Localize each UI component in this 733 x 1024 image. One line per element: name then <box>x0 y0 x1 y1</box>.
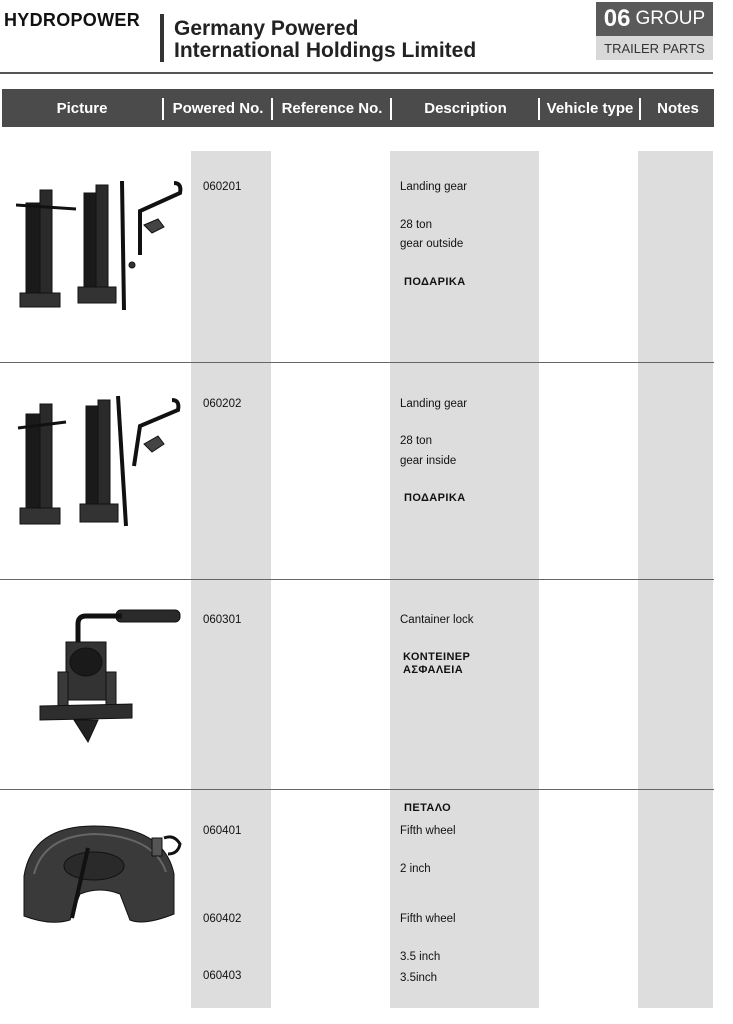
powered-no: 060403 <box>203 970 242 982</box>
powered-no: 060202 <box>203 398 242 410</box>
column-separator <box>271 98 273 120</box>
description-line: 3.5inch <box>400 972 438 984</box>
container-lock-image <box>36 602 186 747</box>
powered-no: 060201 <box>203 181 242 193</box>
greek-label: ΠΟΔΑΡΙΚΑ <box>404 492 466 504</box>
column-header-picture: Picture <box>56 99 108 117</box>
description-line: 28 ton <box>400 435 432 447</box>
description-line: 3.5 inch <box>400 951 441 963</box>
description-line: gear inside <box>400 455 457 467</box>
fifth-wheel-image <box>14 818 189 933</box>
group-badge <box>596 2 713 60</box>
table-header <box>2 89 714 127</box>
column-separator <box>538 98 540 120</box>
description-line: Fifth wheel <box>400 825 456 837</box>
column-header-vehicle-type: Vehicle type <box>546 99 634 117</box>
description-line: Landing gear <box>400 181 468 193</box>
powered-no: 060301 <box>203 614 242 626</box>
landing-gear-inside-image <box>16 392 186 532</box>
greek-label: ΠΟΔΑΡΙΚΑ <box>404 276 466 288</box>
landing-gear-outside-image <box>16 175 186 315</box>
column-header-powered-no: Powered No. <box>172 99 264 117</box>
column-separator <box>639 98 641 120</box>
group-word: GROUP <box>635 8 706 29</box>
description-line: 28 ton <box>400 219 432 231</box>
row-divider <box>0 789 714 790</box>
row-divider <box>0 579 714 580</box>
description-line: Fifth wheel <box>400 913 456 925</box>
greek-label: ΚΟΝΤΕΙΝΕΡ <box>403 651 471 663</box>
row-divider <box>0 362 714 363</box>
greek-label: ΠΕΤΑΛΟ <box>404 802 452 814</box>
powered-no: 060401 <box>203 825 242 837</box>
column-header-description: Description <box>424 99 507 117</box>
description-line: gear outside <box>400 238 464 250</box>
description-line: Landing gear <box>400 398 468 410</box>
column-separator <box>390 98 392 120</box>
greek-label: ΑΣΦΑΛΕΙΑ <box>403 664 464 676</box>
column-header-reference-no: Reference No. <box>281 99 383 117</box>
group-subtitle: TRAILER PARTS <box>596 36 713 60</box>
brand-name: HYDROPOWER <box>4 10 141 30</box>
company-name <box>174 18 476 62</box>
header-rule <box>0 72 713 74</box>
column-header-notes: Notes <box>657 99 699 117</box>
company-line-1: Germany Powered <box>174 17 359 40</box>
header-divider <box>160 14 164 62</box>
group-number: 06 <box>603 5 631 32</box>
company-line-2: International Holdings Limited <box>174 39 477 62</box>
powered-no: 060402 <box>203 913 242 925</box>
column-separator <box>162 98 164 120</box>
description-line: 2 inch <box>400 863 431 875</box>
description-line: Cantainer lock <box>400 614 474 626</box>
